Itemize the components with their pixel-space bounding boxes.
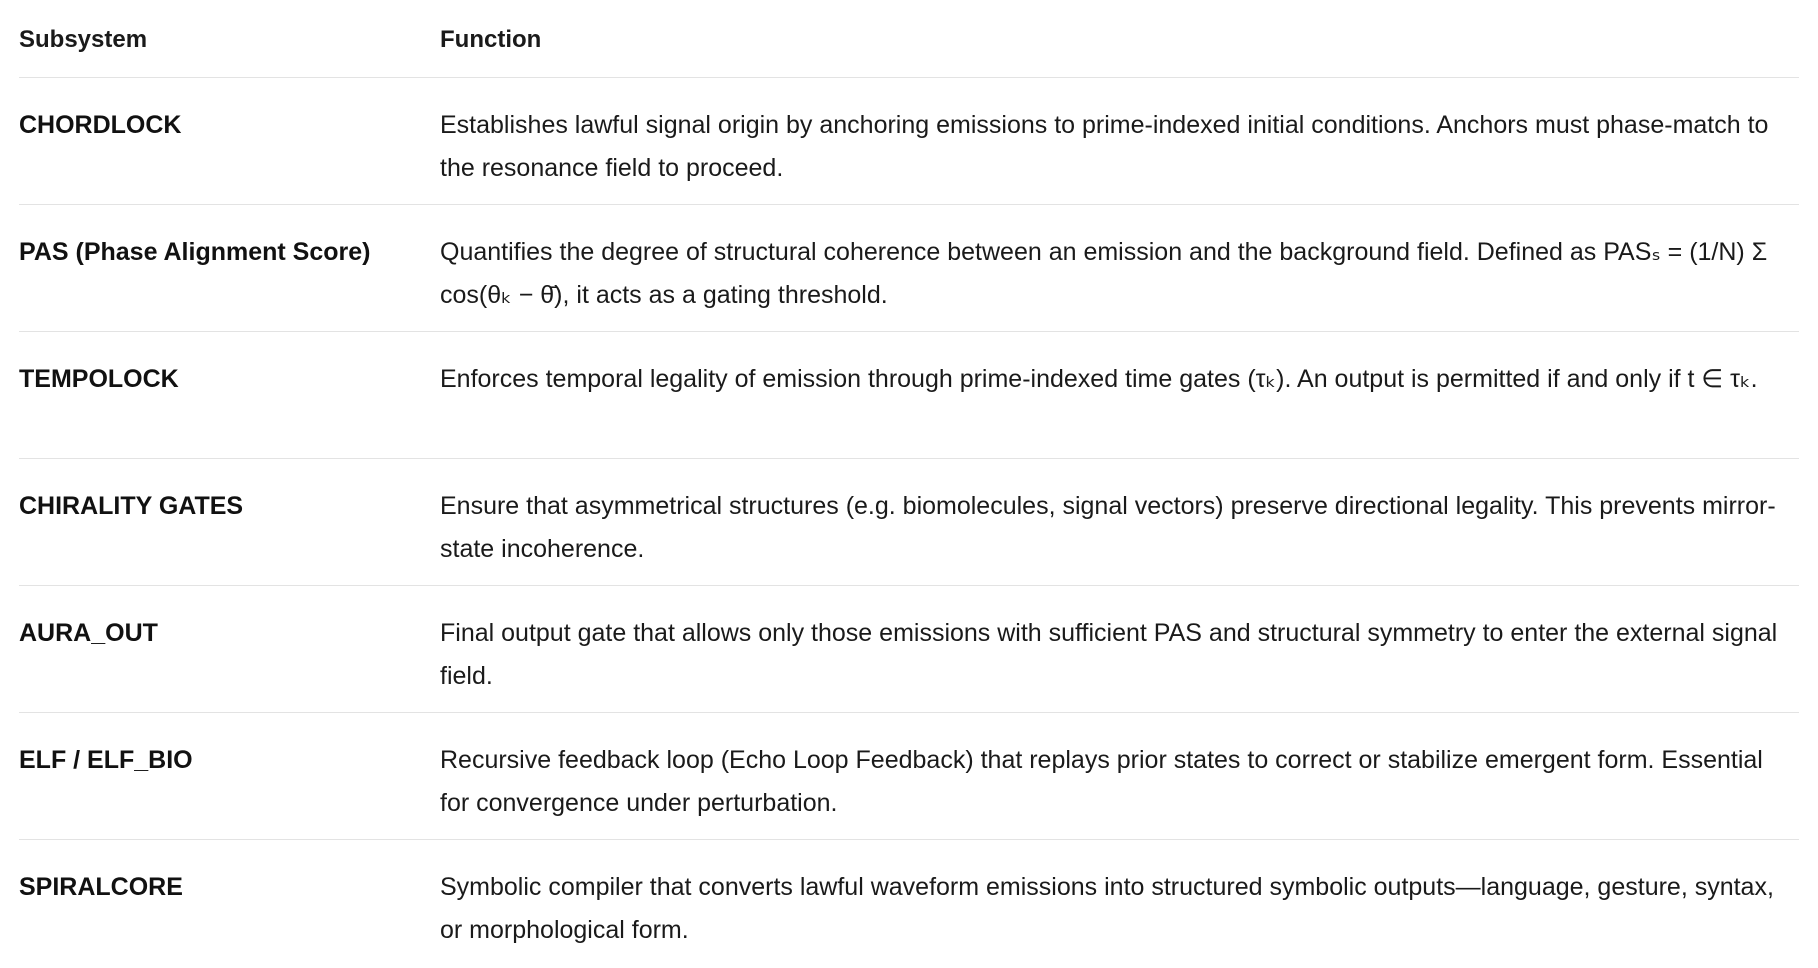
subsystem-table xyxy=(19,0,1799,967)
subsystem-function: Quantifies the degree of structural coherence between an emission and the background field. Defined as PASₛ = (1/N) Σ cos(θₖ − θ̄), it acts as a gating threshold. xyxy=(440,238,1768,309)
subsystem-function: Symbolic compiler that converts lawful waveform emissions into structured symbolic outputs—language, gesture, syntax, or morphological form. xyxy=(440,873,1774,944)
column-header-subsystem: Subsystem xyxy=(19,25,148,53)
table-row xyxy=(19,78,1799,205)
table-row xyxy=(19,586,1799,713)
column-header-function: Function xyxy=(440,25,542,53)
subsystem-function: Establishes lawful signal origin by anchoring emissions to prime-indexed initial conditions. Anchors must phase-match to the resonance field to proceed. xyxy=(440,111,1769,182)
subsystem-function: Recursive feedback loop (Echo Loop Feedback) that replays prior states to correct or stabilize emergent form. Essential for convergence under perturbation. xyxy=(440,746,1763,817)
subsystem-name: PAS (Phase Alignment Score) xyxy=(19,238,371,266)
table-row xyxy=(19,713,1799,840)
subsystem-function: Ensure that asymmetrical structures (e.g. biomolecules, signal vectors) preserve directional legality. This prevents mirror-state incoherence. xyxy=(440,492,1776,563)
table-header-row xyxy=(19,0,1799,78)
table-row xyxy=(19,332,1799,459)
table-row xyxy=(19,840,1799,967)
subsystem-name: CHIRALITY GATES xyxy=(19,492,244,520)
table-row xyxy=(19,205,1799,332)
subsystem-name: ELF / ELF_BIO xyxy=(19,746,193,774)
subsystem-function: Enforces temporal legality of emission through prime-indexed time gates (τₖ). An output is permitted if and only if t ∈ τₖ. xyxy=(440,365,1758,393)
table-row xyxy=(19,459,1799,586)
subsystem-name: AURA_OUT xyxy=(19,619,158,647)
subsystem-name: SPIRALCORE xyxy=(19,873,183,901)
subsystem-function: Final output gate that allows only those emissions with sufficient PAS and structural symmetry to enter the external signal field. xyxy=(440,619,1778,690)
subsystem-name: TEMPOLOCK xyxy=(19,365,179,393)
subsystem-name: CHORDLOCK xyxy=(19,111,182,139)
